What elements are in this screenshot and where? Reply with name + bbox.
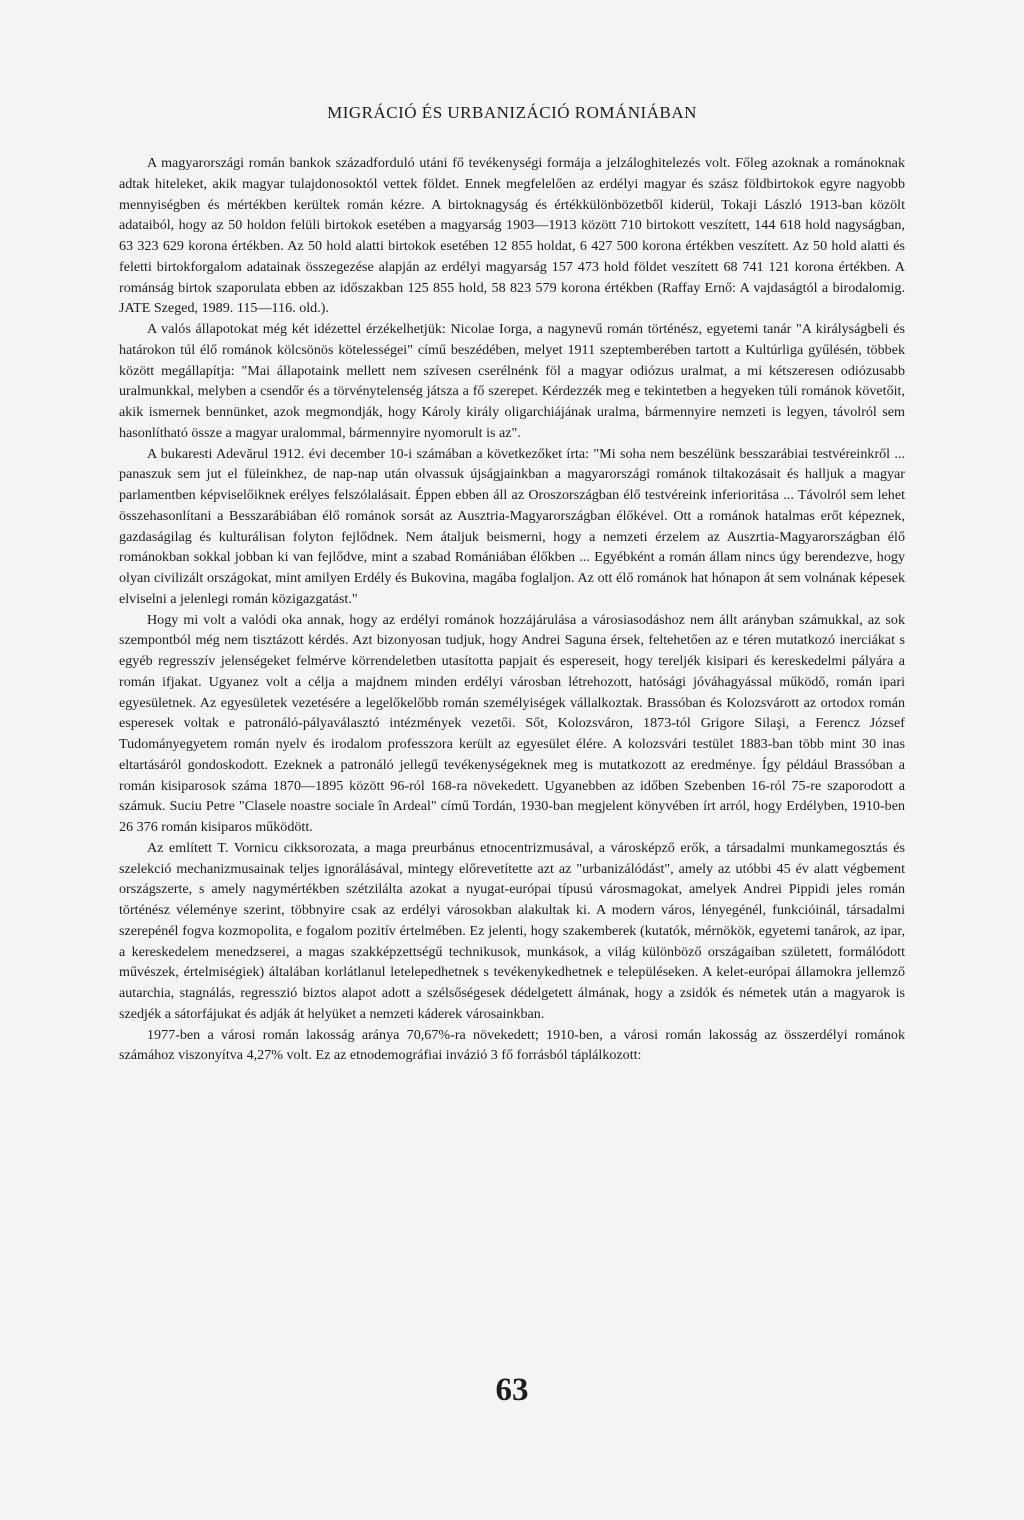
body-text xyxy=(119,153,905,1066)
paragraph-1: A magyarországi román bankok századforduló utáni fő tevékenységi formája a jelzáloghitelezés volt. Főleg azoknak a románoknak adtak hiteleket, akik magyar tulajdonosoktól vettek földet. Ennek megfelelően az erdélyi magyar és szász földbirtokok egyre nagyobb mennyiségben és mértékben kerültek román kézre. A birtoknagyság és értékkülönbözetből kiderül, Tokaji László 1913-ban közölt adataiból, hogy az 50 holdon felüli birtokok esetében a magyarság 1903—1913 között 710 birtokott veszített, 144 618 hold nagyságban, 63 323 629 korona értékben. Az 50 hold alatti birtokok esetében 12 855 holdat, 6 427 500 korona értékben veszített. Az 50 hold alatti és feletti birtokforgalom adatainak összegezése alapján az erdélyi magyarság 157 473 hold földet veszített 68 741 121 korona értékben. A románság birtok szaporulata ebben az időszakban 125 855 hold, 58 823 579 korona értékben (Raffay Ernő: A vajdaságtól a birodalomig. JATE Szeged, 1989. 115—116. old.). xyxy=(119,155,905,317)
paragraph-4: Hogy mi volt a valódi oka annak, hogy az erdélyi románok hozzájárulása a városiasodáshoz nem állt arányban számukkal, az sok szempontból még nem tisztázott kérdés. Azt bizonyosan tudjuk, hogy Andrei Saguna érsek, feltehetően az e téren mutatkozó inerciákat s egyéb regresszív jelenségeket felmérve körrendeletben utasította papjait és espereseit, hogy tereljék kisipari és kereskedelmi pályára a román ifjakat. Ugyanez volt a célja a majdnem minden erdélyi városban létrehozott, hatósági jóváhagyással működő, román ipari egyesületnek. Az egyesületek vezetésére a legelőkelőbb román személyiségek vállalkoztak. Brassóban és Kolozsvárott az ortodox román esperesek voltak e patronáló-pályaválasztó intézmények vezetői. Sőt, Kolozsváron, 1873-tól Grigore Silaşi, a Ferencz József Tudományegyetem román nyelv és irodalom professzora került az egyesület élére. A kolozsvári testület 1883-ban több mint 30 inas eltartásáról gondoskodott. Ezeknek a patronáló jellegű tevékenységeknek meg is mutatkozott az eredménye. Így például Brassóban a román kisiparosok száma 1870—1895 között 96-ról 168-ra növekedett. Ugyanebben az időben Szebenben 16-ról 75-re szaporodott a számuk. Suciu Petre "Clasele noastre sociale în Ardeal" című Tordán, 1930-ban megjelent könyvében írt arról, hogy Erdélyben, 1910-ben 26 376 román kisiparos működött. xyxy=(119,611,905,835)
running-header: MIGRÁCIÓ ÉS URBANIZÁCIÓ ROMÁNIÁBAN xyxy=(327,103,697,122)
paragraph-3: A bukaresti Adevărul 1912. évi december 10-i számában a következőket írta: "Mi soha nem beszélünk besszarábiai testvéreinkről ... panaszuk sem jut el füleinkhez, de nap-nap után olvassuk újságjainkban a magyarországi románok tiltakozásait és halljuk a magyar parlamentben képviselőiknek erélyes felszólalásait. Éppen ebben áll az Oroszországban élő testvéreink inferioritása ... Távolról sem lehet összehasonlítani a Besszarábiában élő románok sorsát az Ausztria-Magyarországban élőkével. Ott a románok hatalmas erőt képeznek, gazdaságilag és kulturálisan folyton fejlődnek. Nem átaljuk beismerni, hogy a nemzeti érzelem az Auszrtia-Magyarországban élő románokban sokkal jobban ki van fejlődve, mint a szabad Romániában élőkben ... Egyébként a román állam nincs úgy berendezve, hogy olyan civilizált országokat, mint amilyen Erdély és Bukovina, magába foglaljon. Az ott élő románok hat hónapon át sem volnának képesek elviselni a jelenlegi román közigazgatást." xyxy=(119,445,905,607)
paragraph-6: 1977-ben a városi román lakosság aránya 70,67%-ra növekedett; 1910-ben, a városi román lakosság az összerdélyi románok számához viszonyítva 4,27% volt. Ez az etnodemográfiai invázió 3 fő forrásból táplálkozott: xyxy=(119,1026,905,1064)
page-number: 63 xyxy=(495,1372,529,1408)
paragraph-2: A valós állapotokat még két idézettel érzékelhetjük: Nicolae Iorga, a nagynevű román történész, egyetemi tanár "A királyságbeli és határokon túl élő románok kölcsönös kötelességei" című beszédében, melyet 1911 szeptemberében tartott a Kultúrliga gyűlésén, többek között megállapítja: "Mai állapotaink mellett nem szívesen cserélnénk föl a magyar odiózus uralmat, a mi kétszeresen odiózusabb uralmunkkal, melyben a csendőr és a törvénytelenség játsza a fő szerepet. Kérdezzék meg e tekintetben a hegyeken túli románok követőit, akik ismernek bennünket, azok megmondják, hogy Károly király oligarchiájának uralma, bármennyire nemzeti is legyen, távolról sem hasonlítható össze a magyar uralommal, bármennyire nyomorult is az". xyxy=(119,321,905,441)
paragraph-5: Az említett T. Vornicu cikksorozata, a maga preurbánus etnocentrizmusával, a városképző erők, a társadalmi munkamegosztás és szelekció mechanizmusainak teljes ignorálásával, mintegy előrevetítette azt az "urbanizálódást", amely az utóbbi 45 év alatt végbement országszerte, s amely nagymértékben szétzilálta azokat a nyugat-európai típusú városmagokat, amelyek Andrei Pippidi jeles román történész véleménye szerint, többnyire csak az erdélyi városokban alakultak ki. A modern város, lényegénél, funkcióinál, társadalmi szerepénél fogva kozmopolita, e fogalom pozitív értelmében. Ez jelenti, hogy szakemberek (kutatók, mérnökök, egyetemi tanárok, az ipar, a kereskedelem menedzserei, a magas szakképzettségű technikusok, munkások, a világ különböző országaiban született, formálódott művészek, értelmiségiek) általában korlátlanul letelepedhetnek s tevékenykedhetnek e településeken. A kelet-európai államokra jellemző autarchia, stagnálás, regresszió biztos alapot adott a szélsőségesek dédelgetett álmának, hogy a zsidók és németek után a magyarok is szedjék a sátorfájukat és adják át helyüket a nemzeti káderek városainkban. xyxy=(119,839,905,1022)
